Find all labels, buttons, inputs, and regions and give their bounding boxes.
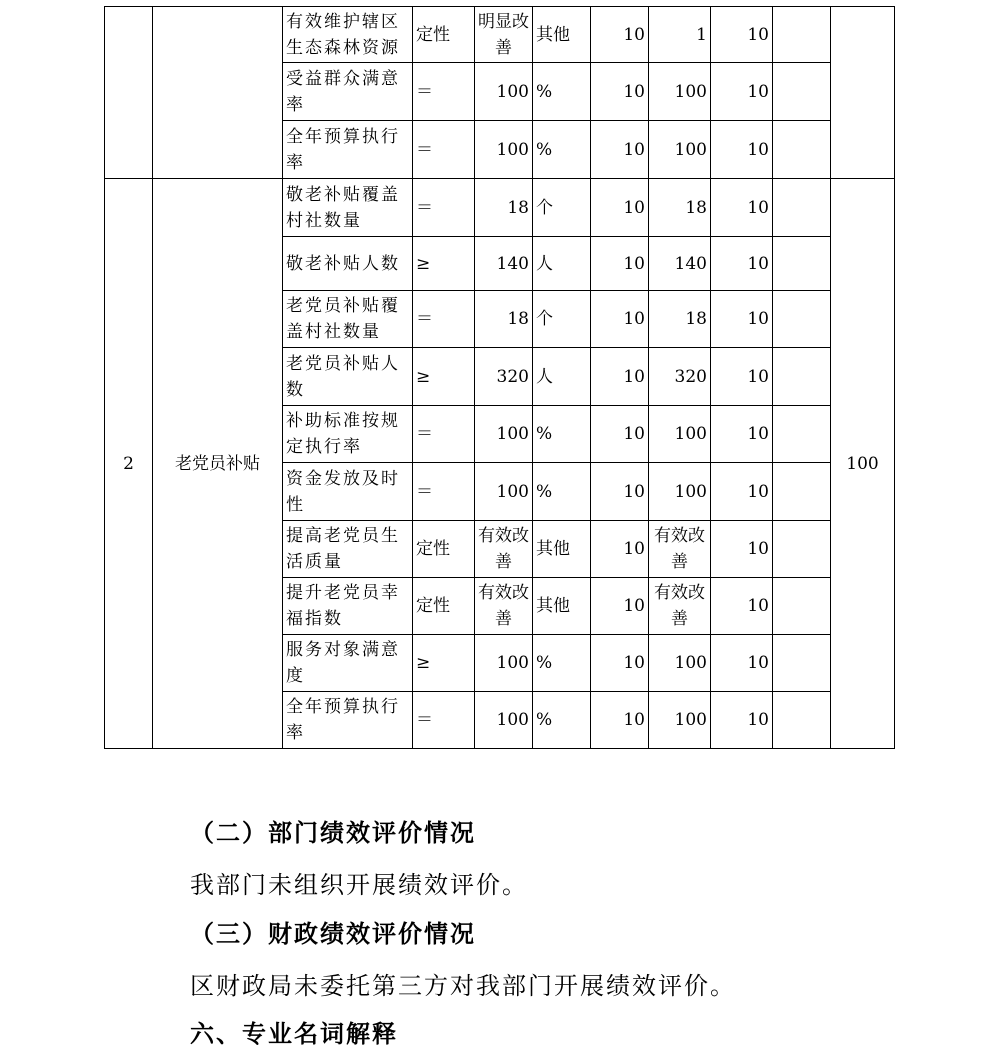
weight-cell: 10 <box>591 237 649 291</box>
unit-cell: % <box>533 63 591 121</box>
indicator-cell: 服务对象满意度 <box>283 635 413 692</box>
indicator-cell: 老党员补贴人数 <box>283 348 413 406</box>
unit-cell: 人 <box>533 348 591 406</box>
target-cell: 18 <box>475 291 533 348</box>
target-cell: 有效改善 <box>475 521 533 578</box>
weight-cell: 10 <box>591 463 649 521</box>
score-cell: 10 <box>711 463 773 521</box>
weight-cell: 10 <box>591 63 649 121</box>
operator-cell: ≥ <box>413 348 475 406</box>
performance-table <box>104 6 895 749</box>
note-cell <box>773 578 831 635</box>
unit-cell: 其他 <box>533 521 591 578</box>
score-cell: 10 <box>711 237 773 291</box>
score-cell: 10 <box>711 692 773 749</box>
score-cell: 10 <box>711 578 773 635</box>
unit-cell: % <box>533 635 591 692</box>
actual-cell: 140 <box>649 237 711 291</box>
note-cell <box>773 692 831 749</box>
weight-cell: 10 <box>591 578 649 635</box>
indicator-cell: 全年预算执行率 <box>283 692 413 749</box>
target-cell: 100 <box>475 692 533 749</box>
note-cell <box>773 7 831 63</box>
score-cell: 10 <box>711 63 773 121</box>
note-cell <box>773 63 831 121</box>
operator-cell: ＝ <box>413 121 475 179</box>
fin-eval-text: 区财政局未委托第三方对我部门开展绩效评价。 <box>190 972 736 1000</box>
actual-cell: 18 <box>649 291 711 348</box>
glossary-heading: 六、专业名词解释 <box>190 1019 398 1048</box>
note-cell <box>773 406 831 463</box>
unit-cell: % <box>533 692 591 749</box>
unit-cell: 人 <box>533 237 591 291</box>
target-cell: 有效改善 <box>475 578 533 635</box>
unit-cell: 其他 <box>533 7 591 63</box>
unit-cell: 个 <box>533 179 591 237</box>
actual-cell: 100 <box>649 63 711 121</box>
score-cell: 10 <box>711 348 773 406</box>
weight-cell: 10 <box>591 406 649 463</box>
indicator-cell: 受益群众满意率 <box>283 63 413 121</box>
indicator-cell: 补助标准按规定执行率 <box>283 406 413 463</box>
note-cell <box>773 635 831 692</box>
score-cell: 10 <box>711 635 773 692</box>
actual-cell: 1 <box>649 7 711 63</box>
weight-cell: 10 <box>591 635 649 692</box>
target-cell: 140 <box>475 237 533 291</box>
target-cell: 320 <box>475 348 533 406</box>
actual-cell: 100 <box>649 406 711 463</box>
project-name-cell <box>153 7 283 179</box>
score-cell: 10 <box>711 291 773 348</box>
note-cell <box>773 463 831 521</box>
target-cell: 100 <box>475 121 533 179</box>
actual-cell: 320 <box>649 348 711 406</box>
unit-cell: % <box>533 463 591 521</box>
table-row <box>105 7 895 63</box>
total-score-cell: 100 <box>831 179 895 749</box>
weight-cell: 10 <box>591 348 649 406</box>
operator-cell: ＝ <box>413 291 475 348</box>
actual-cell: 有效改善 <box>649 521 711 578</box>
operator-cell: ＝ <box>413 406 475 463</box>
score-cell: 10 <box>711 406 773 463</box>
indicator-cell: 老党员补贴覆盖村社数量 <box>283 291 413 348</box>
unit-cell: 其他 <box>533 578 591 635</box>
indicator-cell: 提高老党员生活质量 <box>283 521 413 578</box>
weight-cell: 10 <box>591 7 649 63</box>
fin-eval-heading: （三）财政绩效评价情况 <box>190 919 476 948</box>
operator-cell: 定性 <box>413 7 475 63</box>
score-cell: 10 <box>711 121 773 179</box>
indicator-cell: 提升老党员幸福指数 <box>283 578 413 635</box>
operator-cell: ＝ <box>413 63 475 121</box>
operator-cell: 定性 <box>413 578 475 635</box>
note-cell <box>773 179 831 237</box>
actual-cell: 100 <box>649 463 711 521</box>
operator-cell: 定性 <box>413 521 475 578</box>
weight-cell: 10 <box>591 179 649 237</box>
score-cell: 10 <box>711 521 773 578</box>
weight-cell: 10 <box>591 121 649 179</box>
score-cell: 10 <box>711 7 773 63</box>
note-cell <box>773 121 831 179</box>
operator-cell: ＝ <box>413 179 475 237</box>
weight-cell: 10 <box>591 291 649 348</box>
table-row <box>105 179 895 237</box>
target-cell: 18 <box>475 179 533 237</box>
note-cell <box>773 291 831 348</box>
dept-eval-text: 我部门未组织开展绩效评价。 <box>190 871 528 899</box>
operator-cell: ＝ <box>413 463 475 521</box>
operator-cell: ≥ <box>413 635 475 692</box>
weight-cell: 10 <box>591 521 649 578</box>
total-score-cell <box>831 7 895 179</box>
operator-cell: ＝ <box>413 692 475 749</box>
actual-cell: 100 <box>649 635 711 692</box>
actual-cell: 有效改善 <box>649 578 711 635</box>
project-name-cell: 老党员补贴 <box>153 179 283 749</box>
unit-cell: % <box>533 406 591 463</box>
project-number-cell <box>105 7 153 179</box>
indicator-cell: 敬老补贴人数 <box>283 237 413 291</box>
weight-cell: 10 <box>591 692 649 749</box>
actual-cell: 100 <box>649 692 711 749</box>
unit-cell: % <box>533 121 591 179</box>
indicator-cell: 有效维护辖区生态森林资源 <box>283 7 413 63</box>
unit-cell: 个 <box>533 291 591 348</box>
target-cell: 明显改善 <box>475 7 533 63</box>
score-cell: 10 <box>711 179 773 237</box>
actual-cell: 18 <box>649 179 711 237</box>
indicator-cell: 资金发放及时性 <box>283 463 413 521</box>
note-cell <box>773 348 831 406</box>
actual-cell: 100 <box>649 121 711 179</box>
operator-cell: ≥ <box>413 237 475 291</box>
note-cell <box>773 521 831 578</box>
indicator-cell: 敬老补贴覆盖村社数量 <box>283 179 413 237</box>
target-cell: 100 <box>475 463 533 521</box>
target-cell: 100 <box>475 406 533 463</box>
target-cell: 100 <box>475 635 533 692</box>
dept-eval-heading: （二）部门绩效评价情况 <box>190 818 476 847</box>
note-cell <box>773 237 831 291</box>
target-cell: 100 <box>475 63 533 121</box>
indicator-cell: 全年预算执行率 <box>283 121 413 179</box>
project-number-cell: 2 <box>105 179 153 749</box>
